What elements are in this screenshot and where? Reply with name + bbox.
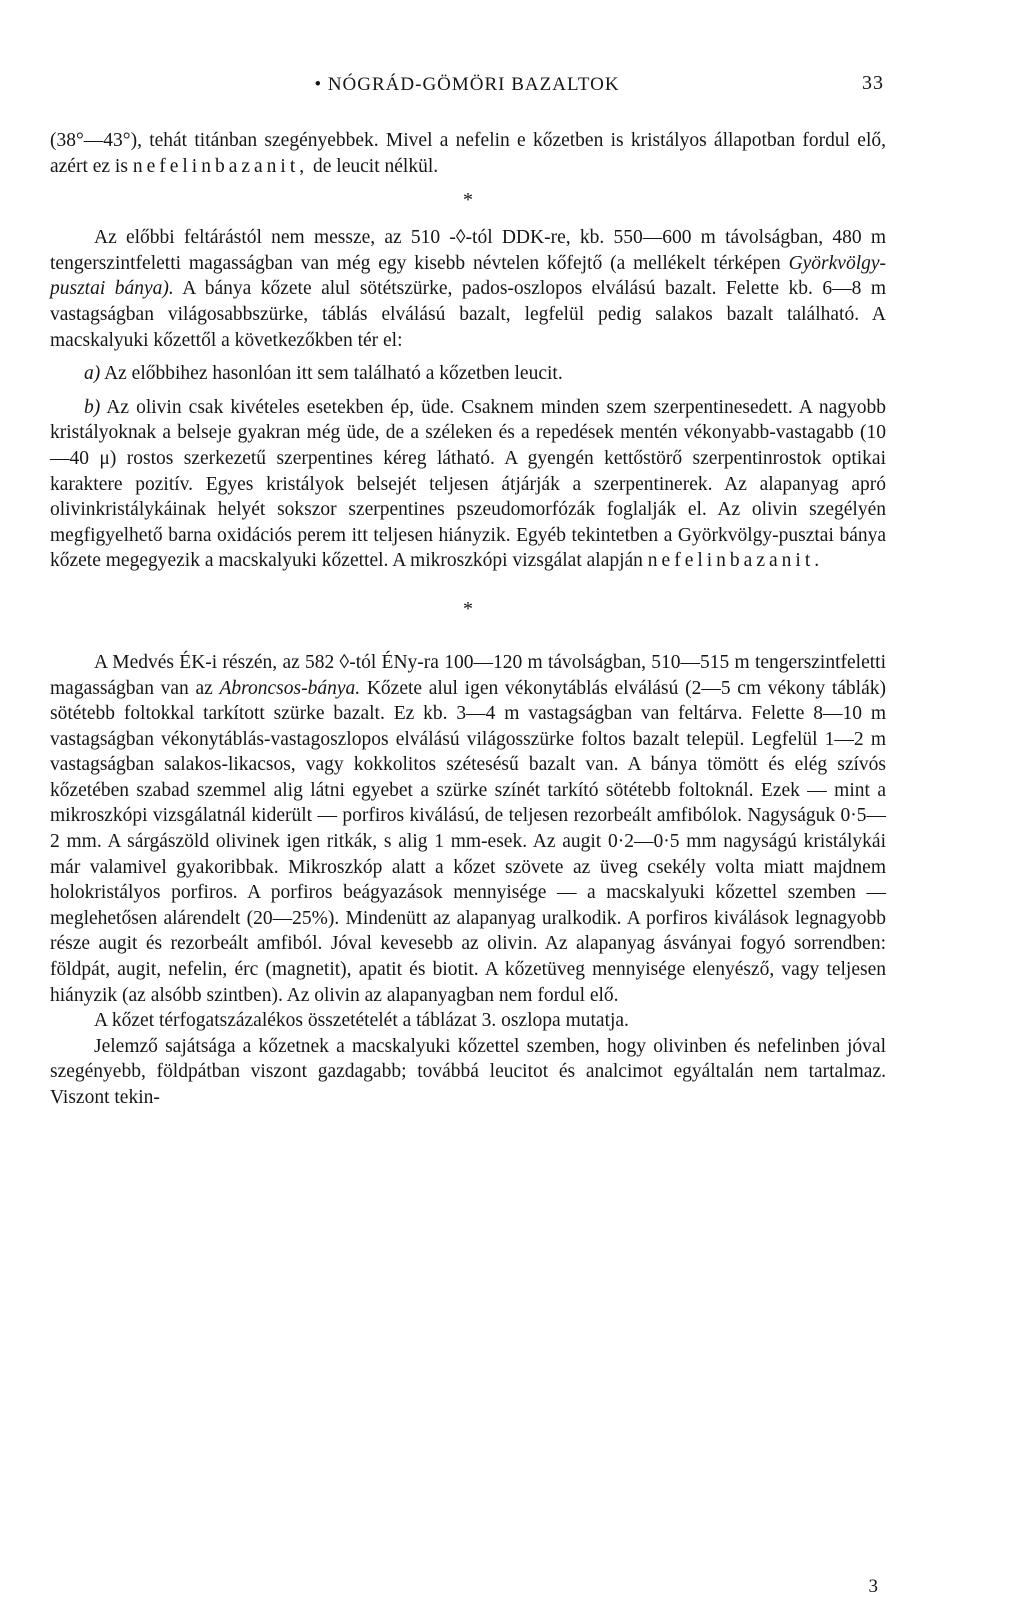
paragraph-4: A kőzet térfogatszázalékos összetételét a táblázat 3. oszlopa mutatja. bbox=[94, 1010, 629, 1032]
list-label: b) bbox=[84, 396, 101, 418]
section-separator: * bbox=[463, 189, 473, 212]
paragraph-5: Jelemző sajátsága a kőzetnek a macskalyuki kőzettel szemben, hogy olivinben és nefelinben jóval szegényebb, földpátban viszont gazdagabb; továbbá leucitot és analcimot egyáltalán nem tartalmaz. Viszont tekin- bbox=[50, 1035, 886, 1108]
page-number: 33 bbox=[862, 72, 884, 94]
paragraph-3: A Medvés ÉK-i részén, az 582 ◊-tól ÉNy-ra 100—120 m távolságban, 510—515 m tengerszintfeletti magasságban van az Abroncsos-bánya. Kőzete alul igen vékonytáblás elválású (2—5 cm vékony táblák) sötétebb foltokkal tarkított szürke bazalt. Ez kb. 3—4 m vastagságban van feltárva. Felette 8—10 m vastagságban vékonytáblás-vastagoszlopos elválású világosszürke foltos bazalt települ. Legfelül 1—2 m vastagságban salakos-likacsos, vagy kokkolitos szétesésű bazalt van. A bánya tömött és elég szívós kőzetében szabad szemmel alig látni egyebet a szürke színét tarkító sötétebb foltoknál. Ezek — mint a mikroszkópi vizsgálatnál kiderült — porfiros kiválású, de teljesen rezorbeált amfibólok. Nagyságuk 0·5—2 mm. A sárgászöld olivinek igen ritkák, s alig 1 mm-esek. Az augit 0·2—0·5 mm nagyságú kristálykái már valamivel gyakoribbak. Mikroszkóp alatt a kőzet szövete az üveg csekély volta miatt majdnem holokristályos porfiros. A porfiros beágyazások mennyisége — a macskalyuki kőzettel szemben — meglehetősen alárendelt (20—25%). Mindenütt az alapanyag uralkodik. A porfiros kiválások legnagyobb része augit és rezorbeált amfiból. Jóval kevesebb az olivin. Az alapanyag ásványai fogyó sorrendben: földpát, augit, nefelin, érc (magnetit), apatit és biotit. A kőzetüveg mennyisége elenyésző, vagy teljesen hiányzik (az alsóbb szintben). Az olivin az alapanyagban nem fordul elő. bbox=[50, 651, 886, 1006]
list-item-a: a) Az előbbihez hasonlóan itt sem található a kőzetben leucit. bbox=[84, 363, 563, 385]
text-body bbox=[50, 128, 886, 1111]
running-title: • NÓGRÁD-GÖMÖRI BAZALTOK bbox=[314, 74, 620, 95]
italic-place-name: Abroncsos-bánya. bbox=[219, 677, 361, 699]
paragraph-1: (38°—43°), tehát titánban szegényebbek. Mivel a nefelin e kőzetben is kristályos állapotban fordul elő, azért ez is nefelinbazanit, de leucit nélkül. bbox=[50, 130, 886, 177]
italic-place-name: Györkvölgy-pusztai bánya). bbox=[50, 252, 887, 300]
section-separator: * bbox=[463, 597, 473, 620]
list-label: a) bbox=[84, 363, 101, 385]
spaced-term: nefelinbazanit, bbox=[132, 155, 309, 177]
spaced-term: nefelinbazanit. bbox=[647, 550, 824, 572]
paragraph-2: Az előbbi feltárástól nem messze, az 510 -◊-tól DDK-re, kb. 550—600 m távolságban, 480 m tengerszintfeletti magasságban van még egy kisebb névtelen kőfejtő (a mellékelt térképen Györkvölgy-pusztai bánya). A bánya kőzete alul sötétszürke, pados-oszlopos elválású bazalt. Felette kb. 6—8 m vastagságban világosabbszürke, táblás elválású bazalt, legfelül pedig salakos bazalt található. A macskalyuki kőzettől a következőkben tér el: bbox=[50, 227, 887, 351]
running-header bbox=[50, 66, 884, 106]
signature-mark: 3 bbox=[868, 1576, 878, 1597]
list-item-b: b) Az olivin csak kivételes esetekben ép, üde. Csaknem minden szem szerpentinesedett. A nagyobb kristályoknak a belseje gyakran még üde, de a széleken és a repedések mentén vékonyabb-vastagabb (10—40 μ) rostos szerkezetű szerpentines kéreg látható. A gyengén kettőstörő szerpentinrostok optikai karaktere pozitív. Egyes kristályok belsejét teljesen átjárják a szerpentinerek. Az alapanyag apró olivinkristálykáinak helyét sokszor szerpentines pszeudomorfózák foglalják el. Az olivin szegélyén megfigyelhető barna oxidációs perem itt teljesen hiányzik. Egyéb tekintetben a Györkvölgy-pusztai bánya kőzete megegyezik a macskalyuki kőzettel. A mikroszkópi vizsgálat alapján nefelinbazanit. bbox=[50, 396, 886, 572]
